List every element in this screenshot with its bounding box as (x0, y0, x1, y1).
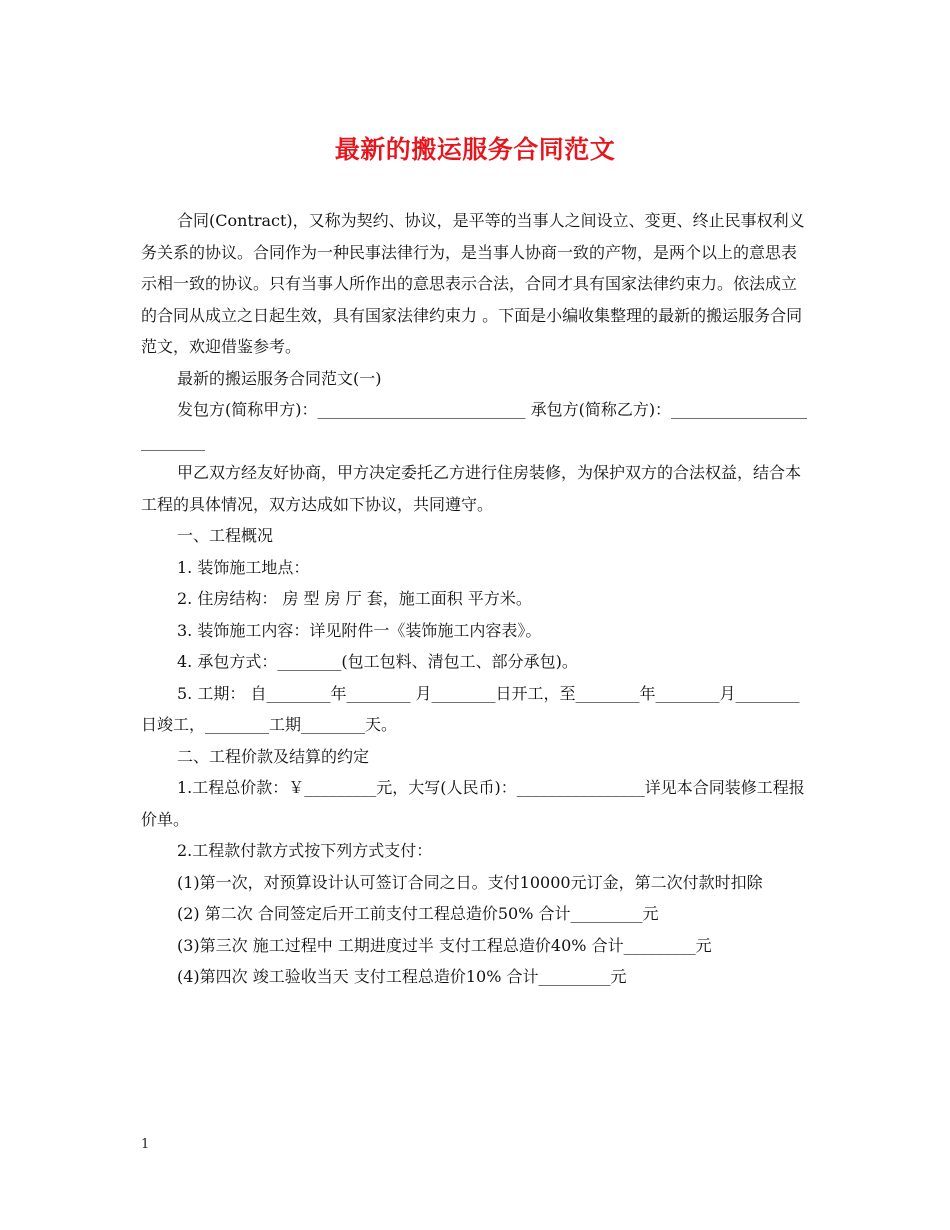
payment-fourth: (4)第四次 竣工验收当天 支付工程总造价10% 合计_________元 (177, 967, 627, 986)
agreement-paragraph: 甲乙双方经友好协商，甲方决定委托乙方进行住房装修，为保护双方的合法权益，结合本工程的具体情况，双方达成如下协议，共同遵守。 (141, 463, 802, 514)
section-heading-contract-one: 最新的搬运服务合同范文(一) (177, 368, 382, 388)
payment-third: (3)第三次 施工过程中 工期进度过半 支付工程总造价40% 合计_________元 (177, 935, 712, 955)
page-number: 1 (141, 1137, 150, 1152)
clause-content: 3. 装饰施工内容：详见附件一《装饰施工内容表》。 (177, 620, 542, 640)
clause-payment-method: 2.工程款付款方式按下列方式支付： (177, 841, 433, 860)
payment-second: (2) 第二次 合同签定后开工前支付工程总造价50% 合计_________元 (177, 904, 659, 923)
payment-first: (1)第一次，对预算设计认可签订合同之日。支付10000元订金，第二次付款时扣除 (177, 872, 763, 892)
document-title: 最新的搬运服务合同范文 (334, 135, 616, 164)
section-heading-price: 二、工程价款及结算的约定 (177, 746, 370, 766)
clause-contract-mode: 4. 承包方式：________(包工包料、清包工、部分承包)。 (177, 652, 578, 671)
section-heading-overview: 一、工程概况 (177, 526, 274, 545)
clause-duration: 5. 工期： 自________年________ 月________日开工，至________年________月________日竣工，________工期________天。 (141, 683, 800, 734)
clause-structure: 2. 住房结构： 房 型 房 厅 套，施工面积 平方米。 (177, 589, 532, 608)
document-body (141, 205, 812, 993)
intro-paragraph: 合同(Contract)，又称为契约、协议，是平等的当事人之间设立、变更、终止民事权利义务关系的协议。合同作为一种民事法律行为，是当事人协商一致的产物，是两个以上的意思表示相一致的协议。只有当事人所作出的意思表示合法，合同才具有国家法律约束力。依法成立的合同从成立之日起生效，具有国家法律约束力 。下面是小编收集整理的最新的搬运服务合同范文，欢迎借鉴参考。 (141, 211, 805, 356)
clause-total-price: 1.工程总价款：￥_________元，大写(人民币)：________________详见本合同装修工程报价单。 (141, 778, 805, 829)
clause-location: 1. 装饰施工地点： (177, 557, 310, 577)
parties-line: 发包方(简称甲方)：__________________________ 承包方(简称乙方)：_________________________ (141, 400, 808, 451)
